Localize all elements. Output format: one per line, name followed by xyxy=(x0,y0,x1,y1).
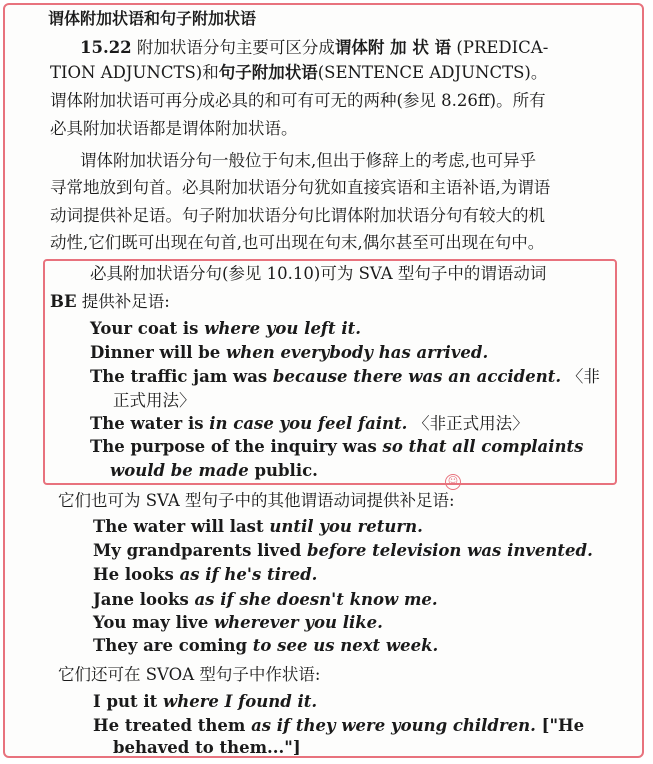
clause: so that all complaints xyxy=(382,437,584,456)
term-sentence-adjuncts: 句子附加状语 xyxy=(218,63,318,82)
example-line xyxy=(90,413,529,435)
text: My grandparents lived xyxy=(93,541,308,560)
be-verb: BE xyxy=(50,292,77,311)
text: Your coat is xyxy=(90,319,205,338)
example-line xyxy=(90,342,488,364)
text: They are coming xyxy=(93,636,253,655)
clause: in case you feel faint. xyxy=(209,414,408,433)
usage-note: 〈非 xyxy=(566,367,600,386)
clause: as if they were young children. xyxy=(251,716,536,735)
section-number: 15.22 xyxy=(80,38,132,57)
smiley-icon: ☺ xyxy=(445,474,461,490)
usage-note: 〈非正式用法〉 xyxy=(413,414,529,433)
paragraph-1-line-1 xyxy=(80,37,548,59)
example-line xyxy=(93,516,423,538)
text: You may live xyxy=(93,613,214,632)
example-line xyxy=(90,436,583,458)
svoa-intro: 它们还可在 SVOA 型句子中作状语: xyxy=(58,665,321,684)
example-line xyxy=(93,715,584,737)
clause: to see us next week. xyxy=(252,636,439,655)
box-intro-line-1: 必具附加状语分句(参见 10.10)可为 SVA 型句子中的谓语动词 xyxy=(90,264,547,283)
example-line-continued xyxy=(110,460,318,482)
box-intro-line-2 xyxy=(50,291,170,313)
clause: when everybody has arrived. xyxy=(226,343,489,362)
example-line xyxy=(93,589,438,611)
text: 提供补足语: xyxy=(81,292,170,311)
text: Dinner will be xyxy=(90,343,227,362)
text: TION ADJUNCTS)和 xyxy=(50,63,219,82)
text: ["He xyxy=(535,716,585,735)
text: Jane looks xyxy=(93,590,195,609)
usage-note-continued: 正式用法〉 xyxy=(113,391,196,410)
sva-intro: 它们也可为 SVA 型句子中的其他谓语动词提供补足语: xyxy=(58,491,455,510)
text: He looks xyxy=(93,565,180,584)
example-line xyxy=(93,612,383,634)
section-heading: 谓体附加状语和句子附加状语 xyxy=(48,9,257,28)
paragraph-1-line-3: 谓体附加状语可再分成必具的和可有可无的两种(参见 8.26ff)。所有 xyxy=(50,91,546,110)
example-line xyxy=(93,635,438,657)
example-line xyxy=(93,564,317,586)
clause: as if he's tired. xyxy=(179,565,318,584)
clause: until you return. xyxy=(269,517,423,536)
text: The water will last xyxy=(93,517,270,536)
paragraph-1-line-2 xyxy=(50,62,547,84)
clause: because there was an accident. xyxy=(272,367,562,386)
example-line xyxy=(90,318,361,340)
paragraph-2-line-2: 寻常地放到句首。必具附加状语分句犹如直接宾语和主语补语,为谓语 xyxy=(50,178,551,197)
clause: where I found it. xyxy=(163,692,318,711)
example-line-continued: behaved to them..."] xyxy=(113,738,301,757)
paragraph-2-line-3: 动词提供补足语。句子附加状语分句比谓体附加状语分句有较大的机 xyxy=(50,206,545,225)
example-line xyxy=(90,366,600,388)
example-line xyxy=(93,540,593,562)
clause: as if she doesn't know me. xyxy=(194,590,438,609)
text: 附加状语分句主要可区分成 xyxy=(136,38,335,57)
text: I put it xyxy=(93,692,163,711)
clause: would be made xyxy=(110,461,249,480)
text: (SENTENCE ADJUNCTS)。 xyxy=(317,63,548,82)
clause: wherever you like. xyxy=(213,613,383,632)
clause: before television was invented. xyxy=(307,541,593,560)
example-line xyxy=(93,691,317,713)
text: The water is xyxy=(90,414,210,433)
text: The purpose of the inquiry was xyxy=(90,437,383,456)
paragraph-1-line-4: 必具附加状语都是谓体附加状语。 xyxy=(50,119,298,138)
text: (PREDICA- xyxy=(456,38,549,57)
term-predication-adjuncts: 谓体附 加 状 语 xyxy=(334,38,452,57)
clause: where you left it. xyxy=(204,319,362,338)
text: The traffic jam was xyxy=(90,367,273,386)
paragraph-2-line-1: 谓体附加状语分句一般位于句末,但出于修辞上的考虑,也可异乎 xyxy=(80,151,536,170)
text: public. xyxy=(248,461,318,480)
text: He treated them xyxy=(93,716,252,735)
paragraph-2-line-4: 动性,它们既可出现在句首,也可出现在句末,偶尔甚至可出现在句中。 xyxy=(50,233,545,252)
